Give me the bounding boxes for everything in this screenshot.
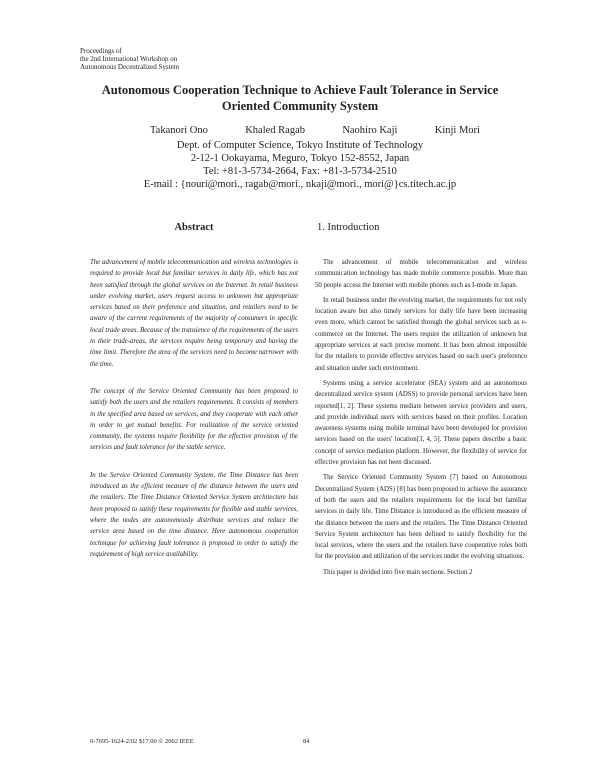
affiliation-phone: Tel: +81-3-5734-2664, Fax: +81-3-5734-2510 xyxy=(203,166,397,177)
abstract-heading: Abstract xyxy=(174,222,214,233)
author-name: Naohiro Kaji xyxy=(342,125,398,136)
affiliation-dept: Dept. of Computer Science, Tokyo Institute of Technology xyxy=(176,140,424,151)
author-name: Kinji Mori xyxy=(434,125,480,136)
abstract-paragraph: In the Service Oriented Community System, the Time Distance has been introduced as the efficient measure of the distance between the users and the retailers. The Time Distance Oriented Service System architecture has been proposed to satisfy these requirements for flexible and stable services, where the nodes are autonomously distribute services and reduce the service area based on the time distance. Here autonomous cooperation technique for achieving fault tolerance is proposed in order to satisfy the requirement of high service availability. xyxy=(90,471,298,558)
affiliation-email: E-mail : {nouri@mori., ragab@mori., nkaji@mori., mori@}cs.titech.ac.jp xyxy=(143,179,457,190)
proceedings-line: the 2nd International Workshop on xyxy=(80,55,178,63)
author-list xyxy=(150,125,480,136)
introduction-paragraph: This paper is divided into five main sections. Section 2 xyxy=(323,568,473,576)
proceedings-line: Proceedings of xyxy=(80,47,122,55)
author-name: Khaled Ragab xyxy=(245,125,305,136)
abstract-column xyxy=(90,222,298,576)
introduction-column xyxy=(315,222,527,582)
abstract-paragraph: The advancement of mobile telecommunication and wireless technologies is required to provide local but familiar services in daily life, which has not been satisfied through the global services on the Internet. In retail business under evolving market, users request access to unknown but appropriate services based on their preference and situation, and retailers need to be aware of the current requirements of the majority of consumers in specific local trade areas. Because of the transience of the requirements of the users in their trade-areas, the services require being temporary and having the time limit. Therefore the area of the services need to become narrower with the time. xyxy=(90,259,298,368)
affiliation-address: 2-12-1 Ookayama, Meguro, Tokyo 152-8552, Japan xyxy=(190,153,410,164)
copyright-footer: 0-7695-1624-2/02 $17.00 © 2002 IEEE xyxy=(90,738,194,745)
author-name: Takanori Ono xyxy=(150,125,208,136)
introduction-paragraph: The Service Oriented Community System [7] based on Autonomous Decentralized System (ADS) [8] has been proposed to achieve the assurance of both the users and the retailers requirements for the local but familiar services in daily life. Time Distance is introduced as the efficient measure of the distance between the users and the retailers. The Time Distance Oriented Service System architecture has been defined to satisfy flexibility for the local services, where the users and the retailers have cooperative roles both for the provision and utilization of the services under the evolving situations. xyxy=(315,474,527,561)
title-line: Autonomous Cooperation Technique to Achieve Fault Tolerance in Service xyxy=(101,83,499,97)
proceedings-header xyxy=(80,47,179,71)
affiliation-block xyxy=(70,139,530,191)
abstract-paragraph: The concept of the Service Oriented Community has been proposed to satisfy both the users and the retailers requirements. It consists of members in the specified area based on services, and they cooperate with each other in order to get mutual benefits. For realization of the service oriented community, the systems require flexibility for the effective provision of the services and fault tolerance for the stable service. xyxy=(90,387,298,452)
proceedings-line: Autonomous Decentralized System xyxy=(80,63,180,71)
introduction-heading: 1. Introduction xyxy=(317,222,380,233)
page-number: 84 xyxy=(303,738,310,745)
introduction-paragraph: Systems using a service accelerator (SEA) system and an autonomous decentralized service system (ADSS) to provide personal services have been reported[1, 2]. These systems mediate between service providers and users, and provide individual users with services based on their profiles. Location awareness systems using mobile terminal have been developed for provision services based on the users' location[3, 4, 5]. These papers describe a basic concept of service mediation platform. However, the flexibility of service for effective provision has not been discussed. xyxy=(315,379,527,467)
introduction-paragraph: In retail business under the evolving market, the requirements for not only location aware but also timely services for daily life have been increasing even more, which cannot be satisfied through the global services such as e-commerce on the Internet. The users require the utilization of unknown but appropriate services at each precise moment. It has been almost impossible for the retailers to provide effective services based on each user's preference and situation under such environment. xyxy=(315,296,527,372)
title-line: Oriented Community System xyxy=(221,99,379,113)
paper-title xyxy=(60,82,540,114)
introduction-paragraph: The advancement of mobile telecommunication and wireless communication technology has made mobile commerce possible. More than 50 people access the Internet with mobile phones such as I-mode in Japan. xyxy=(315,259,527,289)
